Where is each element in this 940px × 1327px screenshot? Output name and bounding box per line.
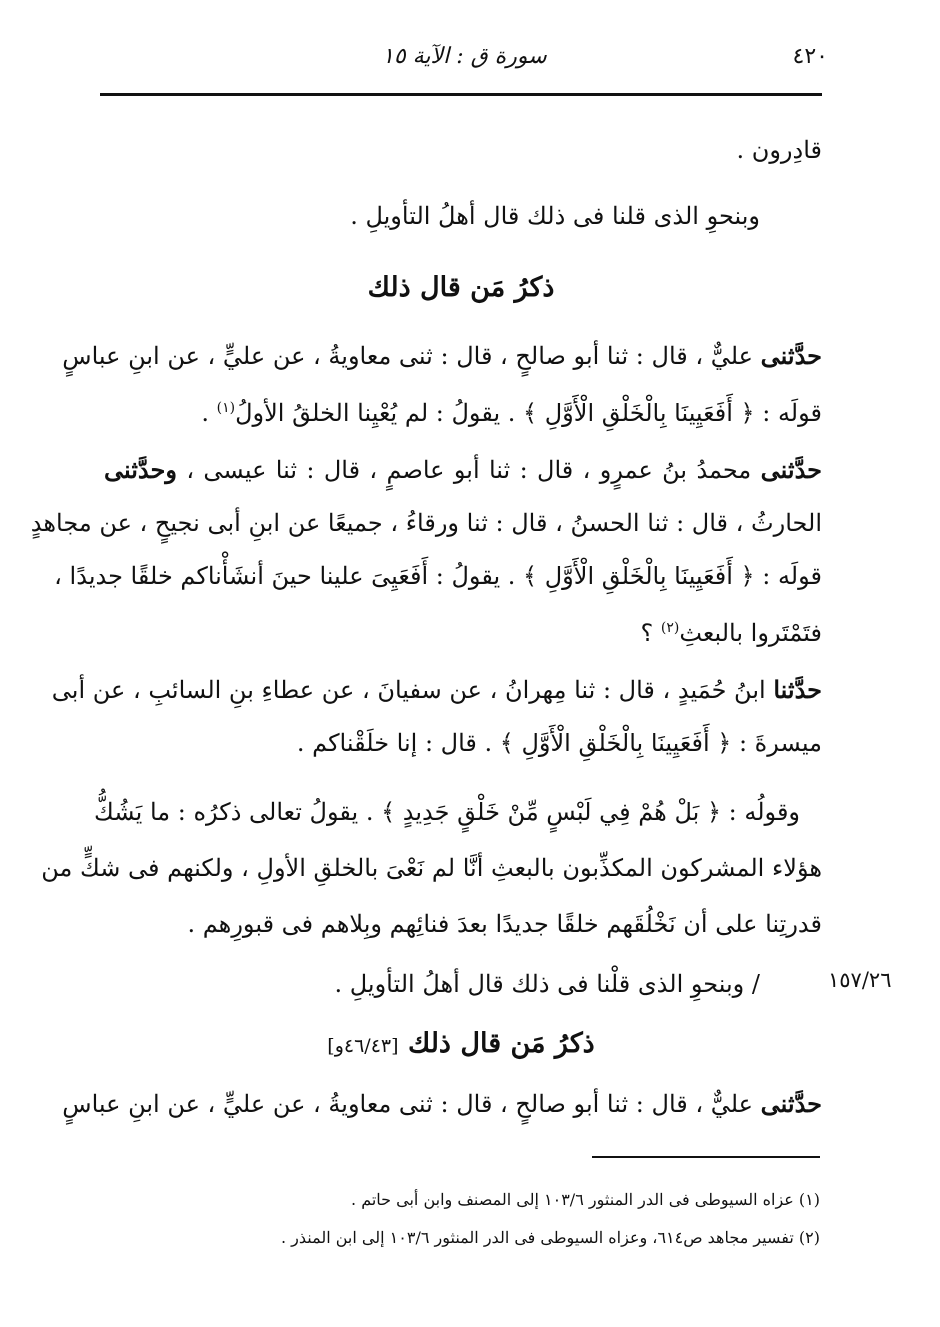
page-number: ٤٢٠ (792, 44, 828, 69)
text-line (94, 794, 800, 830)
margin-reference: ١٥٧/٢٦ (828, 968, 892, 992)
text-line: / وبنحوِ الذى قلْنا فى ذلك قال أهلُ التأويلِ . (334, 970, 760, 998)
footnote-rule (592, 1156, 820, 1158)
section-heading (100, 1028, 822, 1059)
narration-lead: حدَّثنا (773, 675, 822, 704)
narration-lead: حدَّثنى (760, 455, 822, 484)
text-span: ؟ (640, 619, 661, 647)
narration-lead: حدَّثنى (760, 1089, 822, 1118)
text-span: ابنُ حُمَيدٍ ، قال : ثنا مِهرانُ ، عن سفيانَ ، عن عطاءِ بنِ السائبِ ، عن أبى (51, 676, 766, 704)
text-span: . (201, 399, 217, 427)
text-span: قولَه : ﴿ (740, 399, 822, 427)
text-span: ﴾ . يقولُ تعالى ذكرُه : ما يَشُكُّ (94, 798, 396, 826)
text-span: ﴾ . قال : إنا خلَقْناكم . (296, 729, 514, 757)
text-line (51, 672, 822, 708)
quran-quote: بَلْ هُمْ فِي لَبْسٍ مِّنْ خَلْقٍ جَدِيدٍ (402, 798, 700, 826)
quran-quote: أَفَعَيِينَا بِالْخَلْقِ الْأَوَّلِ (521, 729, 710, 757)
text-span: ميسرةَ : ﴿ (717, 729, 822, 757)
narration-lead: وحدَّثنى (104, 455, 177, 484)
text-span: عليٌّ ، قال : ثنا أبو صالحٍ ، قال : ثنى معاويةُ ، عن عليٍّ ، عن ابنِ عباسٍ (62, 342, 753, 370)
text-line (641, 610, 823, 651)
quran-quote: أَفَعَيِينَا بِالْخَلْقِ الْأَوَّلِ (544, 562, 733, 590)
text-span: عليٌّ ، قال : ثنا أبو صالحٍ ، قال : ثنى معاويةُ ، عن عليٍّ ، عن ابنِ عباسٍ (62, 1090, 753, 1118)
text-line (62, 1086, 822, 1122)
narration-lead: حدَّثنى (760, 341, 822, 370)
footnote-marker: (١) (216, 400, 236, 416)
manuscript-reference: [٤٦/٤٣و] (327, 1035, 399, 1057)
text-line: الحارثُ ، قال : ثنا الحسنُ ، قال : ثنا ورقاءُ ، جميعًا عن ابنِ أبى نجيحٍ ، عن مجاهدٍ (30, 509, 822, 537)
footnote: (٢) تفسير مجاهد ص٦١٤، وعزاه السيوطى فى الدر المنثور ١٠٣/٦ إلى ابن المنذر . (280, 1228, 820, 1247)
text-line: قادِرون . (736, 136, 822, 164)
text-span: قولَه : ﴿ (740, 562, 822, 590)
text-span: ﴾ . يقولُ : لم يُعْيِنا الخلقُ الأولُ (235, 399, 538, 427)
text-span: ﴾ . يقولُ : أَفَعَيِىَ علينا حينَ أنشَأْناكم خلقًا جديدًا ، (54, 562, 538, 590)
heading-text: ذكرُ مَن قال ذلك (407, 1028, 595, 1059)
text-line (62, 338, 822, 374)
text-span: محمدُ بنُ عمرٍو ، قال : ثنا أبو عاصمٍ ، قال : ثنا عيسى ، (176, 456, 752, 484)
footnote-marker: (٢) (660, 620, 680, 636)
footnote: (١) عزاه السيوطى فى الدر المنثور ١٠٣/٦ إلى المصنف وابن أبى حاتم . (351, 1190, 820, 1209)
quran-quote: أَفَعَيِينَا بِالْخَلْقِ الْأَوَّلِ (544, 399, 733, 427)
running-title: سورة ق : الآية ١٥ (382, 44, 547, 69)
text-line (104, 452, 822, 488)
section-heading: ذكرُ مَن قال ذلك (367, 272, 555, 303)
text-span: فتَمْتَروا بالبعثِ (679, 619, 822, 647)
text-line: قدرتِنا على أن نَخْلُقَهم خلقًا جديدًا بعدَ فنائِهم وبِلاهم فى قبورِهم . (187, 910, 822, 938)
text-line: هؤلاء المشركون المكذِّبون بالبعثِ أنَّا لم نَعْىَ بالخلقِ الأولِ ، ولكنهم فى شكٍّ من (41, 854, 822, 882)
text-span: وقولُه : ﴿ (706, 798, 800, 826)
text-line (297, 725, 822, 761)
text-line: وبنحوِ الذى قلنا فى ذلك قال أهلُ التأويلِ . (350, 202, 760, 230)
text-line (201, 390, 822, 431)
text-line (54, 558, 822, 594)
header-rule (100, 93, 822, 96)
